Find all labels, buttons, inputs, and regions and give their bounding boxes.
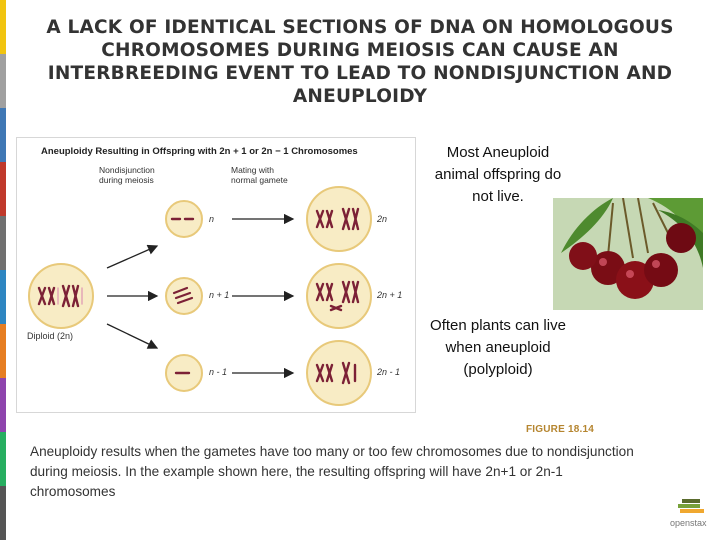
diploid-cell bbox=[29, 264, 93, 328]
column-label-line: Mating with bbox=[231, 165, 274, 175]
openstax-logo-text: openstax bbox=[670, 518, 707, 528]
stripe-segment bbox=[0, 378, 6, 432]
side-note-plants: Often plants can live when aneuploid (polyploid) bbox=[430, 317, 566, 378]
stripe-segment bbox=[0, 216, 6, 270]
side-note-animals: Most Aneuploid animal offspring do not live. bbox=[434, 144, 562, 205]
column-label-line: Nondisjunction bbox=[99, 165, 155, 175]
stripe-segment bbox=[0, 486, 6, 540]
stripe-segment bbox=[0, 0, 6, 54]
aneuploidy-figure bbox=[16, 137, 416, 413]
gamete-label-n: n bbox=[209, 214, 215, 224]
stripe-segment bbox=[0, 162, 6, 216]
left-color-stripe bbox=[0, 0, 6, 540]
column-label-line: during meiosis bbox=[99, 175, 154, 185]
figure-number: FIGURE 18.14 bbox=[526, 424, 594, 435]
column-label-line: normal gamete bbox=[231, 175, 288, 185]
stripe-segment bbox=[0, 108, 6, 162]
gamete-label-n-minus-1: n - 1 bbox=[209, 367, 228, 377]
stripe-segment bbox=[0, 324, 6, 378]
offspring-label-2n: 2n bbox=[377, 214, 388, 224]
diploid-label: Diploid (2n) bbox=[27, 331, 74, 341]
figure-caption: Aneuploidy results when the gametes have too many or too few chromosomes due to nondisjunction during meiosis. In the example shown here, the resulting offspring will have 2n+1 or 2n-1 chromosomes bbox=[30, 444, 634, 499]
offspring-label-2n-minus-1: 2n - 1 bbox=[377, 367, 401, 377]
stripe-segment bbox=[0, 54, 6, 108]
stripe-segment bbox=[0, 270, 6, 324]
stripe-segment bbox=[0, 432, 6, 486]
figure-title: Aneuploidy Resulting in Offspring with 2n + 1 or 2n − 1 Chromosomes bbox=[41, 146, 358, 157]
cherries-photo bbox=[553, 198, 703, 310]
gamete-label-n-plus-1: n + 1 bbox=[209, 290, 230, 300]
slide-title: A LACK OF IDENTICAL SECTIONS OF DNA ON HOMOLOGOUS CHROMOSOMES DURING MEIOSIS CAN CAUSE AN INTERBREEDING EVENT TO LEAD TO NONDISJUNCTION AND ANEUPLOIDY bbox=[46, 17, 674, 107]
offspring-label-2n-plus-1: 2n + 1 bbox=[377, 290, 403, 300]
